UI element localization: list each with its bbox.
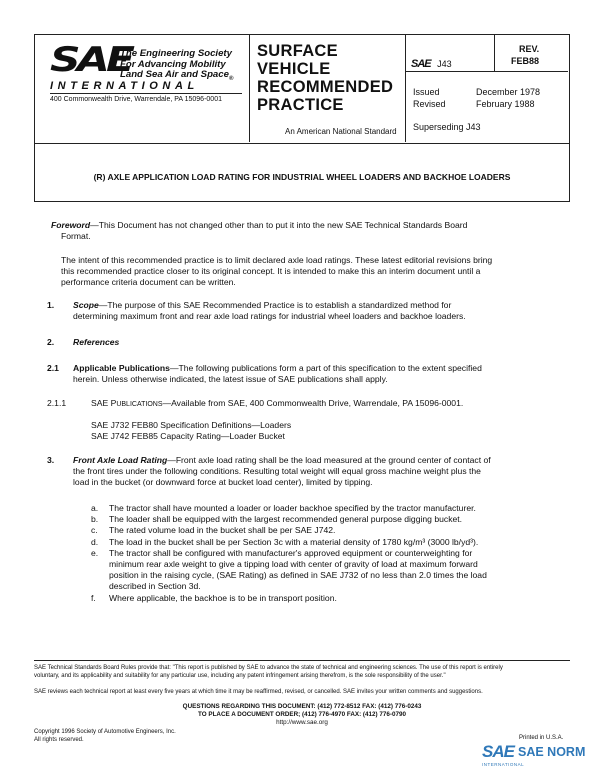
front-axle-line-2: the front tires under the following conditions. Resulting total weight will equal gross machine weight plus the (73, 466, 481, 477)
doc-number-group (411, 54, 452, 72)
foreword (51, 220, 551, 242)
condition-item (91, 548, 561, 593)
condition-letter: d. (91, 536, 99, 547)
sae-publications-number: 2.1.1 (47, 398, 67, 408)
condition-item (91, 525, 561, 536)
issued-date: December 1978 (476, 87, 541, 97)
copyright: Copyright 1996 Society of Automotive Engineers, Inc. (34, 729, 176, 735)
sae-norm-sub: INTERNATIONAL (482, 762, 525, 767)
rev-value: FEB88 (511, 56, 540, 66)
doc-number: J43 (437, 59, 452, 69)
scope-number: 1. (47, 300, 55, 310)
header-divider-2 (405, 35, 406, 142)
condition-text: minimum rear axle weight to give a tipping load with center of gravity of load at maximum forward (109, 559, 478, 570)
foreword-text-2: Format. (61, 231, 91, 242)
scope-line-2: determining maximum front and rear axle load ratings for industrial wheel loaders and backhoe loaders. (73, 311, 466, 322)
web-link[interactable]: http://www.sae.org (276, 719, 328, 726)
header-divider-1 (249, 35, 250, 142)
reference-item: SAE J742 FEB85 Capacity Rating—Loader Bucket (91, 431, 285, 442)
superseding: Superseding J43 (413, 122, 481, 132)
sae-publications-label-b: UBLICATIONS (116, 401, 163, 408)
review-notice: SAE reviews each technical report at least every five years at which time it may be reaffirmed, revised, or cancelled. SAE invites your written comments and suggestions. (34, 689, 483, 695)
doc-type-line-1: SURFACE (257, 42, 338, 60)
condition-text: The loader shall be equipped with the largest recommended general purpose digging bucket. (109, 514, 463, 525)
condition-text: Where applicable, the backhoe is to be in transport position. (109, 592, 337, 603)
front-axle-label: Front Axle Load Rating (73, 455, 168, 465)
issued-label: Issued (413, 87, 440, 97)
tsb-notice (34, 664, 574, 680)
publications-line-2: herein. Unless otherwise indicated, the latest issue of SAE publications shall apply. (73, 374, 388, 385)
sae-norm-text: SAE NORM (518, 745, 586, 759)
registered-mark: ® (228, 75, 234, 82)
document-title: (R) AXLE APPLICATION LOAD RATING FOR INDUSTRIAL WHEEL LOADERS AND BACKHOE LOADERS (93, 172, 511, 182)
scope-section (73, 300, 553, 322)
foreword-intent (61, 255, 551, 289)
scope-label: Scope (73, 300, 99, 310)
publications-label: Applicable Publications (73, 363, 170, 373)
condition-item (91, 537, 561, 548)
sae-publications (91, 398, 561, 410)
condition-letter: f. (91, 592, 96, 603)
condition-text: position in the raising cycle, (SAE Rating) as defined in SAE J732 of no less than 2.0 times the load (109, 570, 487, 581)
revised-date: February 1988 (476, 99, 535, 109)
address: 400 Commonwealth Drive, Warrendale, PA 15096-0001 (50, 96, 222, 103)
condition-text: described in Section 3d. (109, 581, 201, 592)
front-axle-line-1: —Front axle load rating shall be the load measured at the ground center of contact of (167, 455, 491, 465)
questions-line: QUESTIONS REGARDING THIS DOCUMENT: (412) 772-8512 FAX: (412) 776-0243 (182, 703, 422, 710)
sae-small-logo: SAE (411, 58, 431, 70)
condition-text: The tractor shall be configured with manufacturer's approved equipment or counterweighting for (109, 547, 473, 558)
society-line-1: The Engineering Society (120, 48, 232, 59)
logo-rule (50, 93, 242, 94)
tsb-line-1: SAE Technical Standards Board Rules provide that: "This report is published by SAE to advance the state of technical and engineering sciences. The use of this report is entirely (34, 665, 503, 671)
sae-norm-logo: SAE (482, 742, 514, 761)
foreword-text-1: —This Document has not changed other than to put it into the new SAE Technical Standards Board (90, 220, 468, 230)
tsb-line-2: voluntary, and its applicability and suitability for any particular use, including any patent infringement arising therefrom, is the sole responsibility of the user." (34, 673, 446, 679)
foreword-label: Foreword (51, 220, 91, 230)
intent-line-1: The intent of this recommended practice is to limit declared axle load ratings. These latest editorial revisions bring (61, 255, 493, 265)
condition-text: The rated volume load in the bucket shall be per SAE J742. (109, 525, 336, 536)
sae-publications-label-a: SAE P (91, 398, 117, 408)
ans-label: An American National Standard (285, 127, 397, 136)
footer-rule (34, 660, 570, 661)
reference-list (91, 420, 551, 442)
references-label: References (73, 337, 120, 347)
all-rights: All rights reserved. (34, 737, 84, 743)
society-line-3: Land Sea Air and Space (120, 69, 229, 80)
condition-letter: e. (91, 547, 99, 558)
condition-item (91, 514, 561, 525)
reference-item: SAE J732 FEB80 Specification Definitions—Loaders (91, 420, 292, 430)
international-label: INTERNATIONAL (50, 80, 199, 92)
condition-item (91, 503, 561, 514)
condition-text: The tractor shall have mounted a loader or loader backhoe specified by the tractor manufacturer. (109, 503, 476, 513)
condition-list (91, 503, 561, 604)
doc-type-line-2: VEHICLE (257, 60, 331, 78)
intent-line-3: performance criteria document can be written. (61, 277, 236, 288)
doc-type-line-4: PRACTICE (257, 96, 344, 114)
publications-line-1: —The following publications form a part of this specification to the extent specified (169, 363, 482, 373)
publications-number: 2.1 (47, 363, 59, 373)
front-axle-line-3: load in the bucket (or downward force at bucket load center), limited by tipping. (73, 477, 373, 488)
revised-label: Revised (413, 99, 446, 109)
printed-in: Printed in U.S.A. (519, 735, 564, 741)
condition-letter: b. (91, 514, 99, 525)
condition-letter: c. (91, 525, 98, 536)
sae-publications-text: —Available from SAE, 400 Commonwealth Drive, Warrendale, PA 15096-0001. (162, 398, 464, 408)
condition-letter: a. (91, 503, 99, 513)
scope-line-1: —The purpose of this SAE Recommended Practice is to establish a standardized method for (98, 300, 452, 310)
front-axle-section (73, 455, 553, 489)
society-line-2: For Advancing Mobility (120, 58, 226, 70)
condition-item (91, 593, 561, 604)
intent-line-2: this recommended practice closer to its original concept. It is intended to make this an interim document until a (61, 266, 481, 277)
order-line: TO PLACE A DOCUMENT ORDER; (412) 776-4970 FAX: (412) 776-0790 (198, 711, 406, 718)
sae-logo: SAE (50, 40, 132, 80)
doc-type-line-3: RECOMMENDED (257, 78, 394, 96)
references-number: 2. (47, 337, 55, 347)
condition-text: The load in the bucket shall be per Section 3c with a material density of 1780 kg/m³ (3000 lb/yd³). (109, 536, 479, 547)
front-axle-number: 3. (47, 455, 55, 465)
header-divider-3 (494, 35, 495, 71)
rev-label: REV. (519, 44, 540, 54)
applicable-publications (73, 363, 553, 385)
document-type (257, 42, 393, 114)
